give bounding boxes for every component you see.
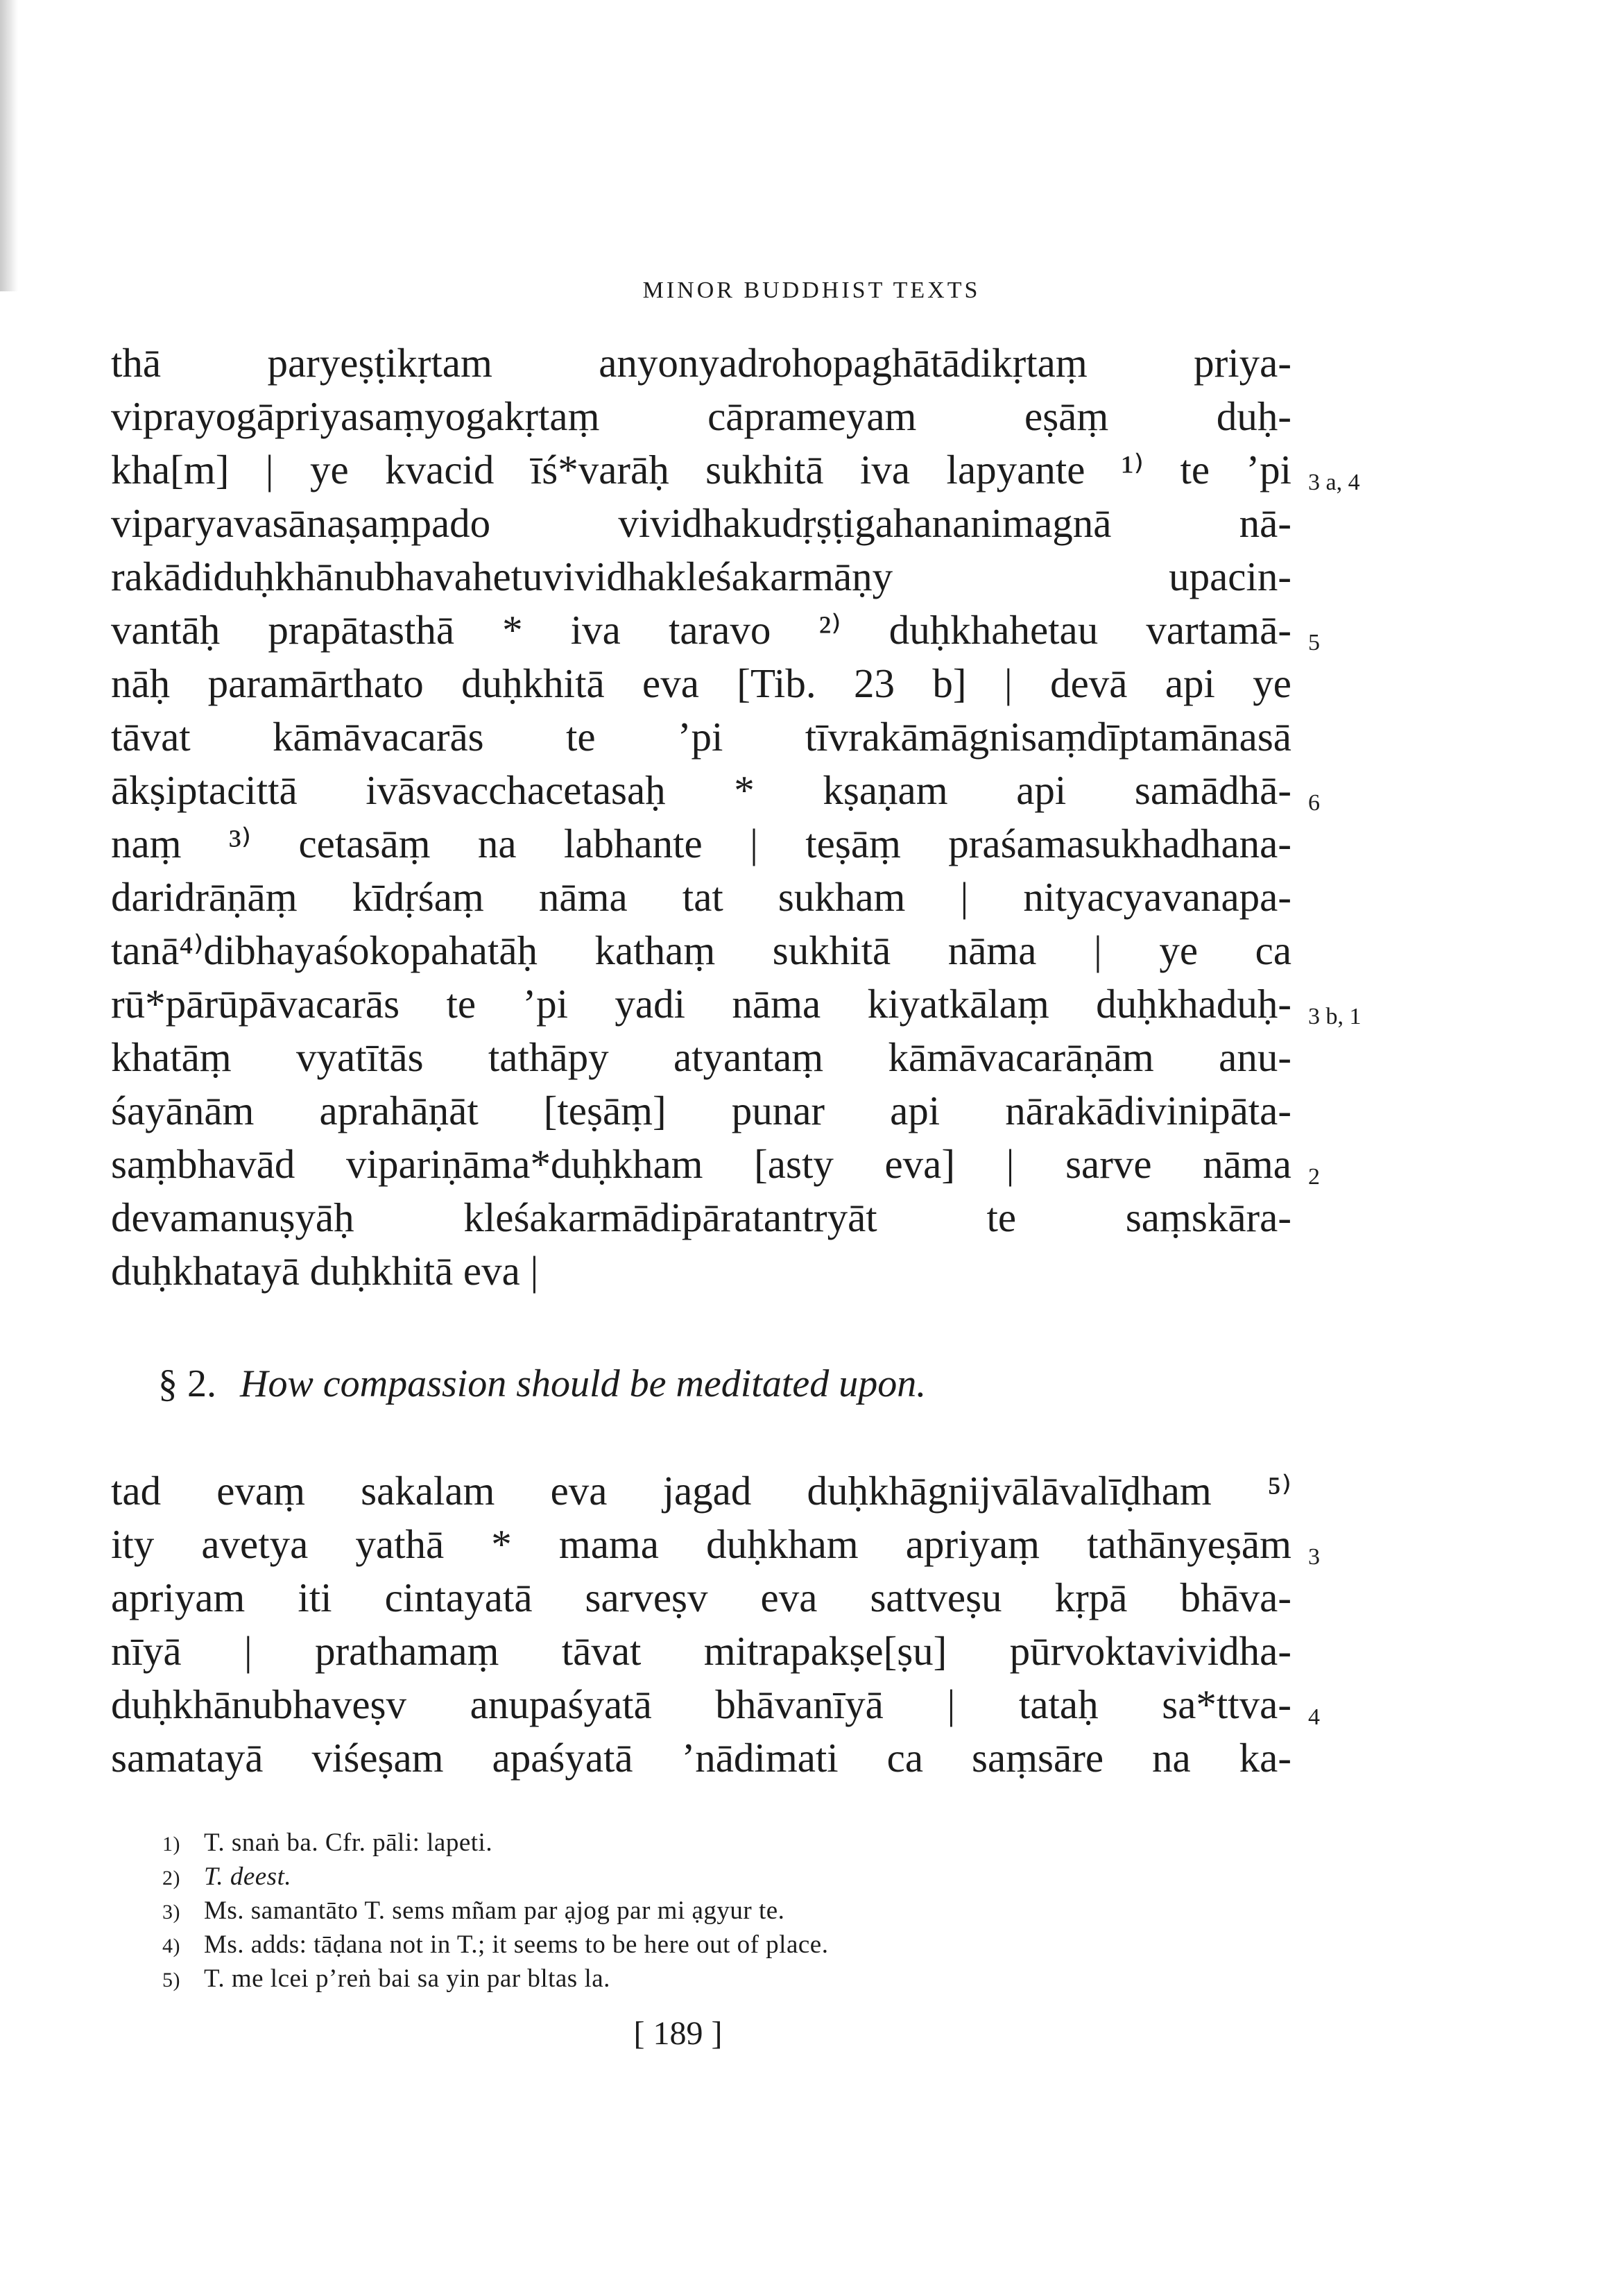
margin-line-ref: 3 <box>1308 1544 1320 1570</box>
footnote <box>162 1860 291 1894</box>
text-line: rū*pārūpāvacarās te ’pi yadi nāma kiyatkālaṃ duḥkhaduḥ- <box>111 981 1291 1027</box>
text-line: duḥkhatayā duḥkhitā eva | <box>111 1248 539 1294</box>
text-line: naṃ ³⁾ cetasāṃ na labhante | teṣāṃ praśamasukhadhana- <box>111 821 1291 866</box>
text-line: tad evaṃ sakalam eva jagad duḥkhāgnijvālāvalīḍham ⁵⁾ <box>111 1468 1291 1514</box>
margin-folio-ref: 3 a, 4 <box>1308 470 1360 495</box>
footnote <box>162 1826 492 1860</box>
text-line: daridrāṇāṃ kīdṛśaṃ nāma tat sukham | nityacyavanapa- <box>111 874 1291 920</box>
footnote-number: 4) <box>162 1935 180 1957</box>
page-number: [ 189 ] <box>633 2015 723 2052</box>
text-line: samatayā viśeṣam apaśyatā ’nādimati ca saṃsāre na ka- <box>111 1735 1291 1781</box>
footnote <box>162 1962 610 1996</box>
text-line: nāḥ paramārthato duḥkhitā eva [Tib. 23 b] | devā api ye <box>111 660 1291 706</box>
margin-line-ref: 2 <box>1308 1164 1320 1190</box>
section-heading <box>158 1362 926 1406</box>
footnote-text: Ms. samantāto T. sems mñam par ạjog par mi ạgyur te. <box>204 1896 785 1925</box>
text-line: tanā⁴⁾dibhayaśokopahatāḥ kathaṃ sukhitā nāma | ye ca <box>111 927 1291 973</box>
text-line: śayānām aprahāṇāt [teṣāṃ] punar api nārakādivinipāta- <box>111 1088 1291 1133</box>
footnote-number: 3) <box>162 1901 180 1924</box>
text-line: nīyā | prathamaṃ tāvat mitrapakṣe[ṣu] pūrvoktavividha- <box>111 1628 1291 1674</box>
section-number: § 2. <box>158 1362 216 1405</box>
scan-edge-shadow <box>0 0 18 291</box>
footnote-text: T. snaṅ ba. Cfr. pāli: lapeti. <box>204 1828 493 1857</box>
text-line: viparyavasānaṣaṃpado vividhakudṛṣṭigahananimagnā nā- <box>111 500 1291 546</box>
footnote-number: 2) <box>162 1867 180 1890</box>
margin-line-ref: 4 <box>1308 1704 1320 1730</box>
text-line: rakādiduḥkhānubhavahetuvividhakleśakarmāṇy upacin- <box>111 554 1291 599</box>
margin-line-ref: 5 <box>1308 630 1320 656</box>
text-line: thā paryeṣṭikṛtam anyonyadrohopaghātādikṛtaṃ priya- <box>111 340 1291 386</box>
section-title: How compassion should be meditated upon. <box>240 1362 927 1405</box>
footnote-text: Ms. adds: tāḍana not in T.; it seems to be here out of place. <box>204 1930 829 1959</box>
text-line: viprayogāpriyasaṃyogakṛtaṃ cāprameyam eṣāṃ duḥ- <box>111 393 1291 439</box>
margin-line-ref: 6 <box>1308 790 1320 816</box>
text-line: apriyam iti cintayatā sarveṣv eva sattveṣu kṛpā bhāva- <box>111 1575 1291 1620</box>
text-line: saṃbhavād vipariṇāma*duḥkham [asty eva] | sarve nāma <box>111 1141 1291 1187</box>
text-line: ākṣiptacittā ivāsvacchacetasaḥ * kṣaṇam api samādhā- <box>111 767 1291 813</box>
footnote-text: T. deest. <box>204 1862 292 1891</box>
footnote-text: T. me lcei p’reṅ bai sa yin par bltas la. <box>204 1964 610 1993</box>
text-line: ity avetya yathā * mama duḥkham apriyaṃ tathānyeṣām <box>111 1521 1291 1567</box>
text-line: devamanuṣyāḥ kleśakarmādipāratantryāt te saṃskāra- <box>111 1194 1291 1240</box>
footnote <box>162 1928 828 1962</box>
text-line: khatāṃ vyatītās tathāpy atyantaṃ kāmāvacarāṇām anu- <box>111 1034 1291 1080</box>
margin-folio-ref: 3 b, 1 <box>1308 1004 1362 1029</box>
text-line: duḥkhānubhaveṣv anupaśyatā bhāvanīyā | tataḥ sa*ttva- <box>111 1681 1291 1727</box>
text-line: kha[m] | ye kvacid īś*varāḥ sukhitā iva lapyante ¹⁾ te ’pi <box>111 447 1291 492</box>
text-line: vantāḥ prapātasthā * iva taravo ²⁾ duḥkhahetau vartamā- <box>111 607 1291 653</box>
running-head: MINOR BUDDHIST TEXTS <box>642 277 981 303</box>
footnote <box>162 1894 784 1928</box>
footnote-number: 5) <box>162 1969 180 1991</box>
text-line: tāvat kāmāvacarās te ’pi tīvrakāmāgnisaṃdīptamānasā <box>111 714 1291 760</box>
footnote-number: 1) <box>162 1833 180 1856</box>
